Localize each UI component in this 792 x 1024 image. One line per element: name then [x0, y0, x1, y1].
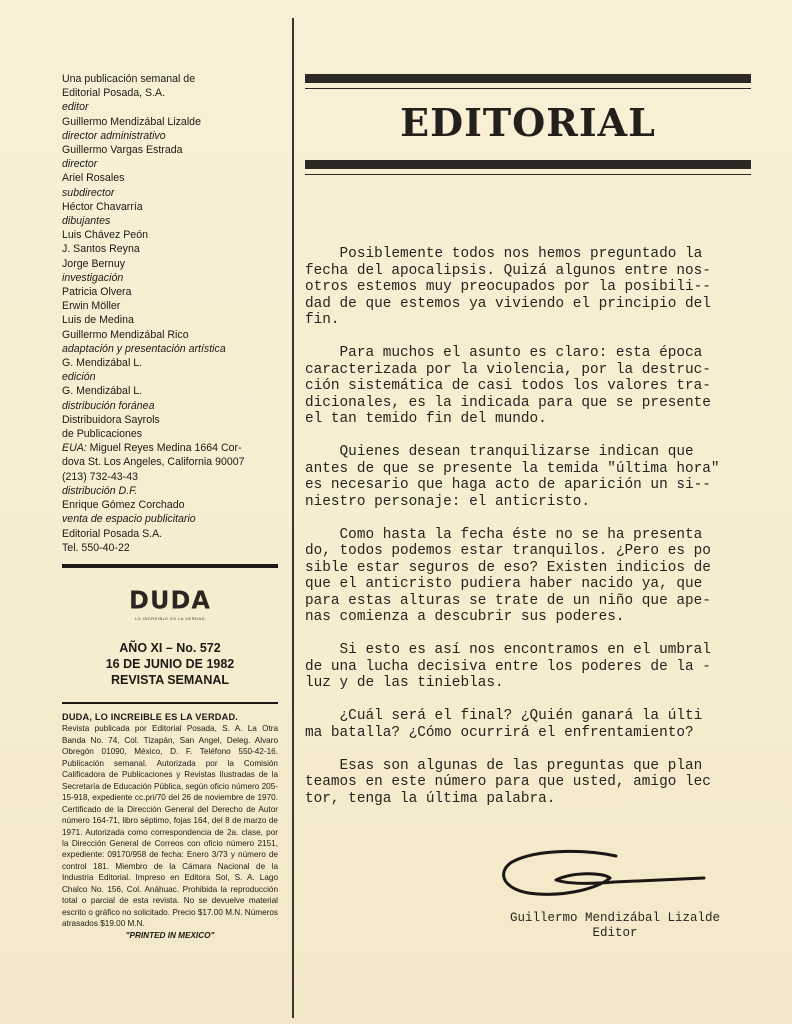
credit-line: Tel. 550-40-22	[62, 541, 130, 554]
editorial-body	[305, 246, 765, 824]
editorial-paragraph: Posiblemente todos nos hemos preguntado la fecha del apocalipsis. Quizá algunos entre nos- otros estemos muy preocupados por la posibili-- dad de que estemos ya viviendo el principio del fin.	[305, 246, 711, 328]
credit-line: Guillermo Vargas Estrada	[62, 144, 183, 157]
title-rule-bottom	[305, 174, 751, 175]
issue-info	[62, 640, 278, 688]
credit-line: Enrique Gómez Corchado	[62, 499, 185, 512]
credit-line: Editorial Posada, S.A.	[62, 87, 166, 100]
credit-line: (213) 732-43-43	[62, 470, 138, 483]
credit-line: Ariel Rosales	[62, 172, 125, 185]
credit-line: dova St. Los Angeles, California 90007	[62, 456, 245, 469]
masthead-rule	[62, 564, 278, 568]
credit-role: director administrativo	[62, 129, 166, 142]
title-bar-top	[305, 74, 751, 83]
credit-line: Luis Chávez Peón	[62, 229, 148, 242]
credit-role: venta de espacio publicitario	[62, 513, 196, 526]
credit-role: director	[62, 158, 98, 171]
legal-body: Revista publicada por Editorial Posada, S. A. La Otra Banda No. 74, Col. Tizapán, San Angel, Deleg. Alvaro Obregón 01090, México, D. F. Teléfono 550-42-16. Publicación semanal. Autorizada por la Comisión Calificadora de Publicaciones y Revistas Ilustradas de la Secretaría de Educación Pública, según oficio número 205-15-918, expediente cc.pri/70 del 26 de noviembre de 1970. Certificado de la Dirección General del Derecho de Autor número 164-71, libro séptimo, fojas 164, del 8 de marzo de 1971. Autorizada como correspondencia de 2a. clase, por la Dirección General de Correos con oficio número 2151, expediente: 09170/958 de fecha: Enero 3/73 y número de control 181. Miembro de la Cámara Nacional de la Industria Editorial. Impreso en Editora Sol, S. A. Lago Chalco No. 156, Col. Anáhuac. Prohibida la reproducción total o parcial de esta revista. No se devuelve material escrito o gráfico no solicitado. Precio $17.00 M.N. Números atrasados $19.00 M.N.	[62, 724, 278, 929]
logo-tagline: LO INCREIBLE ES LA VERDAD	[134, 616, 206, 621]
editor-name: Guillermo Mendizábal Lizalde	[509, 911, 721, 925]
credit-line: Distribuidora Sayrols	[62, 413, 160, 426]
credit-line: Guillermo Mendizábal Lizalde	[62, 115, 201, 128]
credit-line: Una publicación semanal de	[62, 73, 196, 85]
legal-heading: DUDA, LO INCREIBLE ES LA VERDAD.	[62, 712, 239, 722]
masthead-credits	[62, 72, 284, 555]
editorial-paragraph: Esas son algunas de las preguntas que plan teamos en este número para que usted, amigo lec tor, tenga la última palabra.	[305, 757, 711, 807]
issue-number: AÑO XI – No. 572	[119, 641, 221, 655]
issue-date: 16 DE JUNIO DE 1982	[105, 657, 235, 671]
editorial-paragraph: ¿Cuál será el final? ¿Quién ganará la últi ma batalla? ¿Cómo ocurrirá el enfrentamiento?	[305, 708, 703, 741]
legal-rule	[62, 702, 278, 704]
editorial-paragraph: Si esto es así nos encontramos en el umbral de una lucha decisiva entre los poderes de la - luz y de las tinieblas.	[305, 642, 711, 691]
credit-line: G. Mendizábal L.	[62, 357, 143, 370]
credit-role: editor	[62, 101, 89, 114]
credit-role: investigación	[62, 271, 124, 284]
title-rule-top	[305, 88, 751, 89]
credit-role: distribución foránea	[62, 399, 155, 412]
signature-caption	[470, 911, 760, 941]
editorial-paragraph: Como hasta la fecha éste no se ha presenta do, todos podemos estar tranquilos. ¿Pero es po sible estar seguros de eso? Existen indicios de que el anticristo pudiera haber nacido ya, que para estas alturas se trate de un niño que ape- nas comienza a descubrir sus poderes.	[305, 526, 711, 625]
signature-mark	[498, 848, 710, 904]
credit-rest: Miguel Reyes Medina 1664 Cor-	[86, 442, 242, 455]
editor-role: Editor	[592, 926, 638, 940]
credit-line: Editorial Posada S.A.	[62, 527, 163, 540]
credit-line: G. Mendizábal L.	[62, 385, 143, 398]
credit-line: de Publicaciones	[62, 428, 143, 441]
credit-role: distribución D.F.	[62, 484, 138, 497]
editorial-paragraph: Para muchos el asunto es claro: esta época caracterizada por la violencia, por la destruc- ción sistemática de casi todos los valores tra- dicionales, es la indicada para que se presente el tan temido fin del mundo.	[305, 345, 711, 427]
credit-role: edición	[62, 371, 96, 384]
credit-role: subdirector	[62, 186, 115, 199]
editorial-paragraph: Quienes desean tranquilizarse indican que antes de que se presente la temida "última hora" es necesario que haga acto de aparición un si-- niestro personaje: el anticristo.	[305, 444, 720, 510]
column-divider	[292, 18, 294, 1018]
credit-line: Héctor Chavarría	[62, 200, 143, 213]
credit-line	[62, 441, 284, 455]
credit-line: Patricia Olvera	[62, 286, 132, 299]
credits-list	[62, 72, 284, 555]
credit-role: adaptación y presentación artística	[62, 342, 226, 355]
duda-logo: DUDA	[129, 585, 211, 615]
credit-line: J. Santos Reyna	[62, 243, 140, 256]
credit-line: Erwin Möller	[62, 300, 121, 313]
credit-line: Guillermo Mendizábal Rico	[62, 328, 189, 341]
title-bar-bottom	[305, 160, 751, 169]
issue-frequency: REVISTA SEMANAL	[110, 673, 230, 687]
printed-in-mexico: "PRINTED IN MEXICO"	[125, 930, 215, 940]
credit-line: Jorge Bernuy	[62, 257, 126, 270]
credit-prefix: EUA:	[62, 442, 87, 455]
legal-notice	[62, 712, 278, 941]
logo-block	[62, 586, 278, 621]
editorial-title: EDITORIAL	[400, 100, 656, 145]
credit-role: dibujantes	[62, 215, 111, 228]
credit-line: Luis de Medina	[62, 314, 134, 327]
